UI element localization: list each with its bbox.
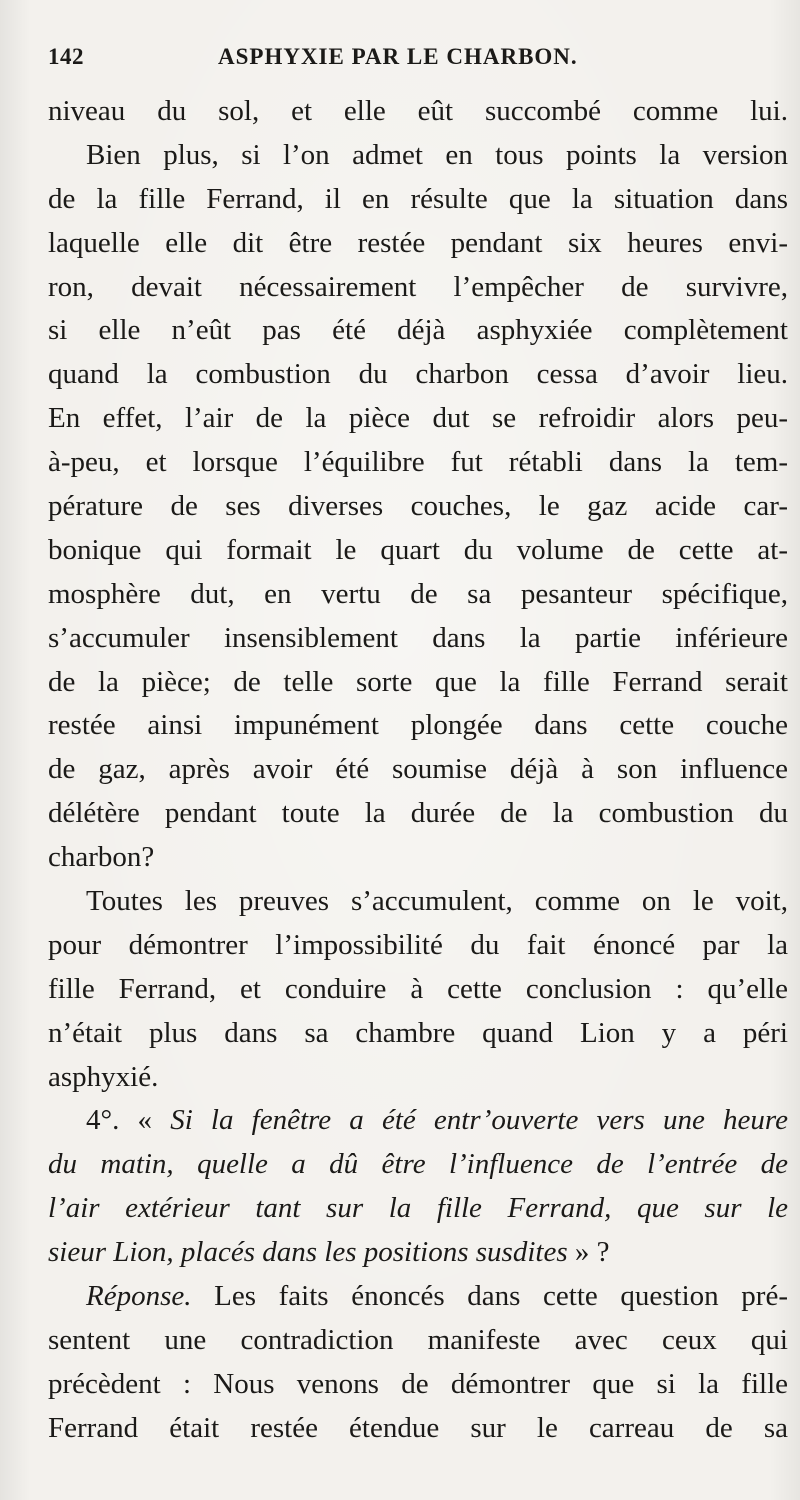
text-line: précèdent : Nous venons de démontrer que si la fille <box>48 1367 788 1400</box>
text-line: En effet, l’air de la pièce dut se refroidir alors peu- <box>48 402 788 435</box>
text-line: pour démontrer l’impossibilité du fait énoncé par la <box>48 928 788 961</box>
text-line: délétère pendant toute la durée de la combustion du <box>48 797 788 830</box>
text-line: Ferrand était restée étendue sur le carreau de sa <box>48 1411 788 1444</box>
question-line: du matin, quelle a dû être l’influence de l’entrée de <box>48 1148 788 1181</box>
text-line: fille Ferrand, et conduire à cette conclusion : qu’elle <box>48 972 788 1005</box>
page-number: 142 <box>48 44 84 69</box>
question-line <box>48 1099 788 1143</box>
question-text: Si la fenêtre a été entr’ouverte vers une heure <box>170 1104 788 1137</box>
text-line: n’était plus dans sa chambre quand Lion y a péri <box>48 1016 788 1049</box>
question-line <box>48 1231 788 1275</box>
text-line: restée ainsi impunément plongée dans cette couche <box>48 709 788 742</box>
answer-text: Les faits énoncés dans cette question pré- <box>191 1280 788 1313</box>
text-line: à-peu, et lorsque l’équilibre fut rétabli dans la tem- <box>48 446 788 479</box>
text-line: quand la combustion du charbon cessa d’avoir lieu. <box>48 358 788 391</box>
page-header <box>48 44 770 84</box>
text-line: de gaz, après avoir été soumise déjà à son influence <box>48 753 788 786</box>
text-line: de la pièce; de telle sorte que la fille Ferrand serait <box>48 665 788 698</box>
question-text: sieur Lion, placés dans les positions susdites <box>48 1236 568 1269</box>
question-close: » ? <box>567 1236 610 1269</box>
text-line: charbon? <box>48 841 155 874</box>
answer-label: Réponse. <box>86 1280 192 1313</box>
answer-line <box>48 1275 788 1319</box>
text-line: mosphère dut, en vertu de sa pesanteur spécifique, <box>48 577 788 610</box>
text-line: niveau du sol, et elle eût succombé comme lui. <box>48 95 788 127</box>
text-line: de la fille Ferrand, il en résulte que la situation dans <box>48 182 788 215</box>
text-line: laquelle elle dit être restée pendant six heures envi- <box>48 226 788 259</box>
page-body <box>48 90 788 1451</box>
question-number: 4°. « <box>86 1104 171 1137</box>
running-title: ASPHYXIE PAR LE CHARBON. <box>218 44 578 69</box>
text-line: Bien plus, si l’on admet en tous points la version <box>86 138 788 171</box>
text-line: sentent une contradiction manifeste avec ceux qui <box>48 1323 788 1356</box>
text-line: ron, devait nécessairement l’empêcher de survivre, <box>48 270 788 303</box>
text-line: Toutes les preuves s’accumulent, comme on le voit, <box>86 885 788 918</box>
text-line: s’accumuler insensiblement dans la partie inférieure <box>48 621 788 654</box>
text-line: bonique qui formait le quart du volume de cette at- <box>48 533 788 566</box>
text-line: si elle n’eût pas été déjà asphyxiée complètement <box>48 314 788 347</box>
text-line: pérature de ses diverses couches, le gaz acide car- <box>48 490 788 523</box>
question-line: l’air extérieur tant sur la fille Ferrand, que sur le <box>48 1192 788 1225</box>
text-line: asphyxié. <box>48 1060 159 1093</box>
